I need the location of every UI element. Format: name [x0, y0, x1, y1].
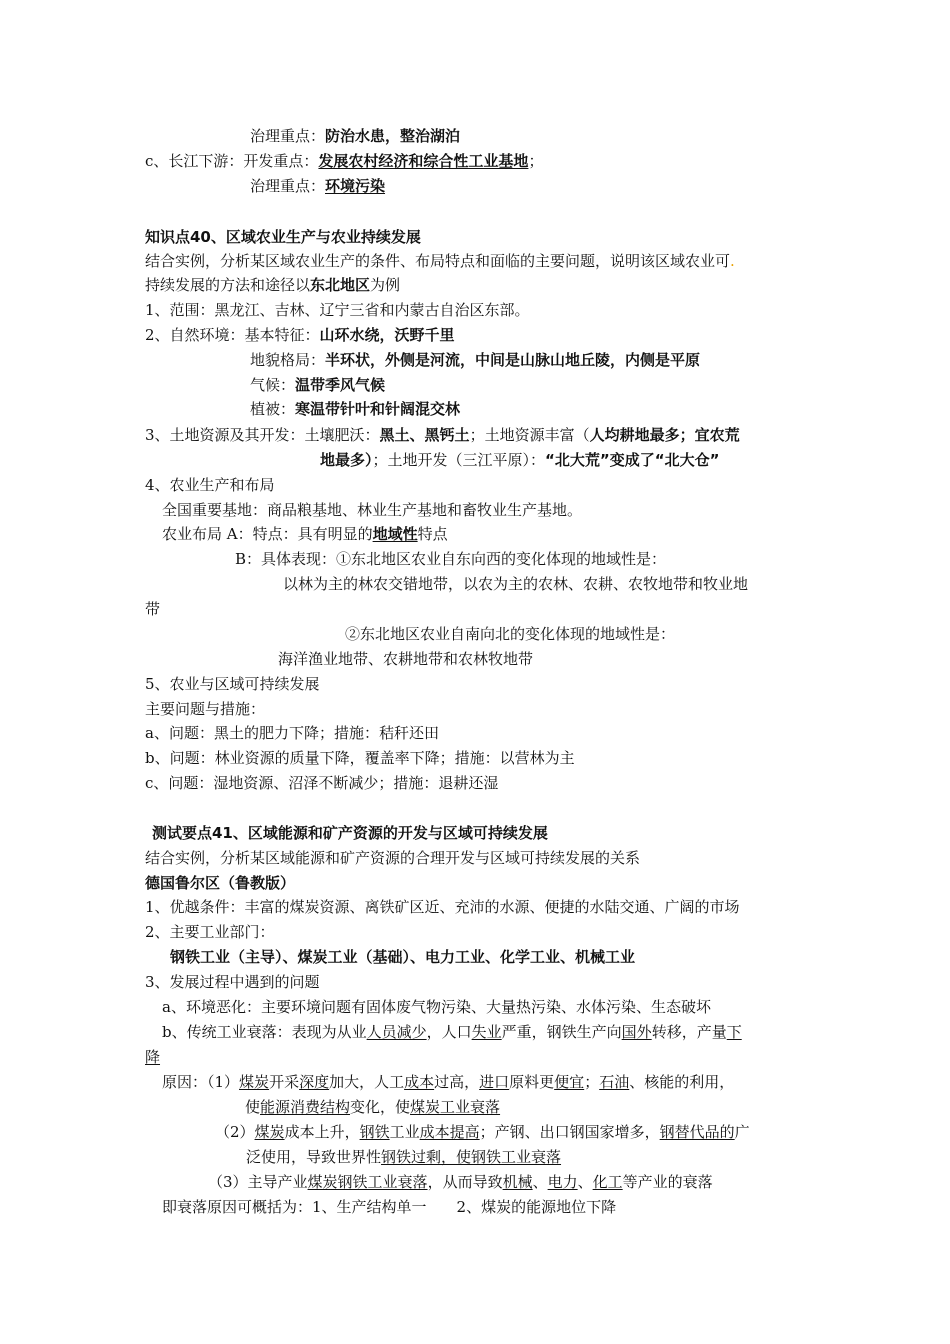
- reason-text: 原料更: [509, 1073, 555, 1091]
- kp40-problem-a: a、问题：黑土的肥力下降；措施：秸秆还田: [145, 724, 439, 742]
- reason-label: （2）: [215, 1123, 255, 1141]
- kp40-layout-b: B：具体表现：①东北地区农业自东向西的变化体现的地域性是：: [235, 550, 667, 568]
- region-name: 东北地区: [310, 276, 371, 294]
- reason-key: 煤炭: [239, 1073, 270, 1091]
- kp40-intro-line1: [145, 250, 735, 272]
- reason-key: 煤炭: [254, 1123, 285, 1141]
- governance-label: 治理重点：: [250, 127, 326, 145]
- layout-a-suffix: 特点: [417, 525, 448, 543]
- kp41-reason2-line2: [246, 1146, 561, 1168]
- marker-dot: .: [730, 252, 735, 270]
- kp40-agri-title: 4、农业生产和布局: [145, 476, 275, 494]
- kp41-reason3: [208, 1171, 713, 1193]
- reason-text: 、核能的利用，: [629, 1073, 735, 1091]
- kp41-case-title: 德国鲁尔区（鲁教版）: [145, 874, 296, 892]
- kp40-nature-line: [145, 324, 455, 346]
- reason-text: ，从而导致: [427, 1173, 503, 1191]
- reason-key: 成本: [404, 1073, 435, 1091]
- reason-text: 成本上升，: [284, 1123, 360, 1141]
- decline-key: 国外: [621, 1023, 652, 1041]
- reason-text: 、: [577, 1173, 593, 1191]
- kp41-advantages: 1、优越条件：丰富的煤炭资源、离铁矿区近、充沛的水源、便捷的水陆交通、广阔的市场: [145, 898, 740, 916]
- nature-label: 2、自然环境：基本特征：: [145, 326, 320, 344]
- kp41-problems-title: 3、发展过程中遇到的问题: [145, 973, 320, 991]
- reason-text: 加大，人工: [329, 1073, 405, 1091]
- kp40-agri-bases: 全国重要基地：商品粮基地、林业生产基地和畜牧业生产基地。: [162, 501, 583, 519]
- decline-text: 转移，产量: [651, 1023, 727, 1041]
- kp40-title: 知识点40、区域农业生产与农业持续发展: [145, 228, 421, 246]
- land-rich-continued: 地最多）: [320, 451, 373, 469]
- development-value: 发展农村经济和综合性工业基地: [318, 152, 529, 170]
- lower-governance-line: [250, 175, 385, 197]
- governance-value: 环境污染: [325, 177, 386, 195]
- reason-key: 化工: [592, 1173, 623, 1191]
- reason-key: 钢替代品的: [659, 1123, 735, 1141]
- kp41-sectors-value: 钢铁工业（主导）、煤炭工业（基础）、电力工业、化学工业、机械工业: [170, 948, 636, 966]
- climate-label: 气候：: [250, 376, 296, 394]
- governance-label: 治理重点：: [250, 177, 326, 195]
- reason-text: 使: [245, 1098, 261, 1116]
- kp40-layout-b2-value: 海洋渔业地带、农耕地带和农林牧地带: [278, 650, 534, 668]
- land-mid: ；土地资源丰富（: [469, 426, 590, 444]
- kp40-layout-b1-line2: 带: [145, 600, 161, 618]
- climate-value: 温带季风气候: [295, 376, 386, 394]
- intro-text: 为例: [370, 276, 401, 294]
- kp40-layout-b1-line1: 以林为主的林农交错地带，以农为主的农林、农耕、农牧地带和牧业地: [283, 575, 749, 593]
- land-soil: 黑土、黑钙土: [379, 426, 470, 444]
- kp41-sectors-title: 2、主要工业部门：: [145, 923, 275, 941]
- reason-key: 钢铁过剩，使钢铁工业衰落: [381, 1148, 562, 1166]
- decline-text: ，人口: [426, 1023, 472, 1041]
- kp40-climate-line: [250, 374, 385, 396]
- reason-key: 进口: [479, 1073, 510, 1091]
- decline-key: 下: [726, 1023, 742, 1041]
- kp41-title: 测试要点41、区域能源和矿产资源的开发与区域可持续发展: [152, 824, 548, 842]
- kp40-intro-line2: [145, 274, 400, 296]
- kp40-layout-b2: ②东北地区农业自南向北的变化体现的地域性是：: [345, 625, 676, 643]
- kp41-reason2-line1: [215, 1121, 750, 1143]
- reason-key: 便宜: [554, 1073, 585, 1091]
- kp40-vegetation-line: [250, 398, 460, 420]
- decline-text: 严重，钢铁生产向: [501, 1023, 622, 1041]
- kp41-reason1-line2: [245, 1096, 500, 1118]
- reason-text: 工业: [389, 1123, 420, 1141]
- kp40-landform-line: [250, 349, 700, 371]
- land-dev-value: “北大荒”变成了“北大仓”: [545, 451, 720, 469]
- reason-text: 过高，: [434, 1073, 480, 1091]
- reason-label: （3）主导产业: [208, 1173, 308, 1191]
- intro-text: 持续发展的方法和途径以: [145, 276, 311, 294]
- landform-value: 半环状，外侧是河流，中间是山脉山地丘陵，内侧是平原: [325, 351, 701, 369]
- kp40-scope: 1、范围：黑龙江、吉林、辽宁三省和内蒙古自治区东部。: [145, 301, 530, 319]
- land-rich: 人均耕地最多；宜农荒: [589, 426, 740, 444]
- land-dev-label: ；土地开发（三江平原）：: [372, 451, 546, 469]
- decline-key: 失业: [471, 1023, 502, 1041]
- decline-key: 降: [145, 1048, 161, 1066]
- reason-text: 开采: [269, 1073, 300, 1091]
- decline-text: b、传统工业衰落：表现为从业: [162, 1023, 367, 1041]
- reason-key: 机械: [502, 1173, 533, 1191]
- lower-prefix: c、长江下游：: [145, 152, 244, 170]
- kp40-problem-c: c、问题：湿地资源、沼泽不断减少；措施：退耕还湿: [145, 774, 499, 792]
- reason-text: ；: [584, 1073, 600, 1091]
- lower-development-line: [145, 150, 543, 172]
- kp40-problem-b: b、问题：林业资源的质量下降，覆盖率下降；措施：以营林为主: [145, 749, 575, 767]
- reason-key: 煤炭工业衰落: [410, 1098, 501, 1116]
- reason-label: 原因：（1）: [162, 1073, 240, 1091]
- reason-text: 泛使用，导致世界性: [246, 1148, 382, 1166]
- landform-label: 地貌格局：: [250, 351, 326, 369]
- nature-basic: 山环水绕，沃野千里: [319, 326, 455, 344]
- kp40-problems-title: 主要问题与措施：: [145, 700, 266, 718]
- kp41-env: a、环境恶化：主要环境问题有固体废气物污染、大量热污染、水体污染、生态破坏: [162, 998, 711, 1016]
- kp40-layout-a: [162, 523, 448, 545]
- kp40-sustain-title: 5、农业与区域可持续发展: [145, 675, 320, 693]
- kp41-intro: 结合实例，分析某区域能源和矿产资源的合理开发与区域可持续发展的关系: [145, 849, 641, 867]
- reason-key: 电力: [547, 1173, 578, 1191]
- reason-text: 变化，使: [350, 1098, 411, 1116]
- reason-text: ；产钢、出口钢国家增多，: [479, 1123, 660, 1141]
- land-label: 3、土地资源及其开发：土壤肥沃：: [145, 426, 380, 444]
- kp40-land-line2: [320, 449, 719, 471]
- kp41-decline-line1: [162, 1021, 742, 1043]
- vegetation-label: 植被：: [250, 400, 296, 418]
- middle-governance-line: [250, 125, 460, 147]
- reason-text: 等产业的衰落: [622, 1173, 713, 1191]
- reason-text: 、: [532, 1173, 548, 1191]
- layout-a-key: 地域性: [372, 525, 418, 543]
- reason-key: 石油: [599, 1073, 630, 1091]
- reason-text: 广: [734, 1123, 750, 1141]
- reason-key: 深度: [299, 1073, 330, 1091]
- development-tail: ；: [528, 152, 544, 170]
- intro-text: 结合实例，分析某区域农业生产的条件、布局特点和面临的主要问题，说明该区域农业可: [145, 252, 731, 270]
- governance-value: 防治水患，整治湖泊: [325, 127, 461, 145]
- layout-a-prefix: 农业布局 A：特点：具有明显的: [162, 525, 373, 543]
- kp41-decline-line2: [145, 1046, 160, 1068]
- development-label: 开发重点：: [243, 152, 319, 170]
- reason-key: 钢铁: [359, 1123, 390, 1141]
- reason-key: 能源消费结构: [260, 1098, 351, 1116]
- reason-key: 煤炭钢铁工业衰落: [307, 1173, 428, 1191]
- kp41-summary: 即衰落原因可概括为：1、生产结构单一 2、煤炭的能源地位下降: [162, 1198, 617, 1216]
- kp41-reason1-line1: [162, 1071, 734, 1093]
- decline-key: 人员减少: [366, 1023, 427, 1041]
- kp40-land-line1: [145, 424, 740, 446]
- reason-key: 成本提高: [419, 1123, 480, 1141]
- vegetation-value: 寒温带针叶和针阔混交林: [295, 400, 461, 418]
